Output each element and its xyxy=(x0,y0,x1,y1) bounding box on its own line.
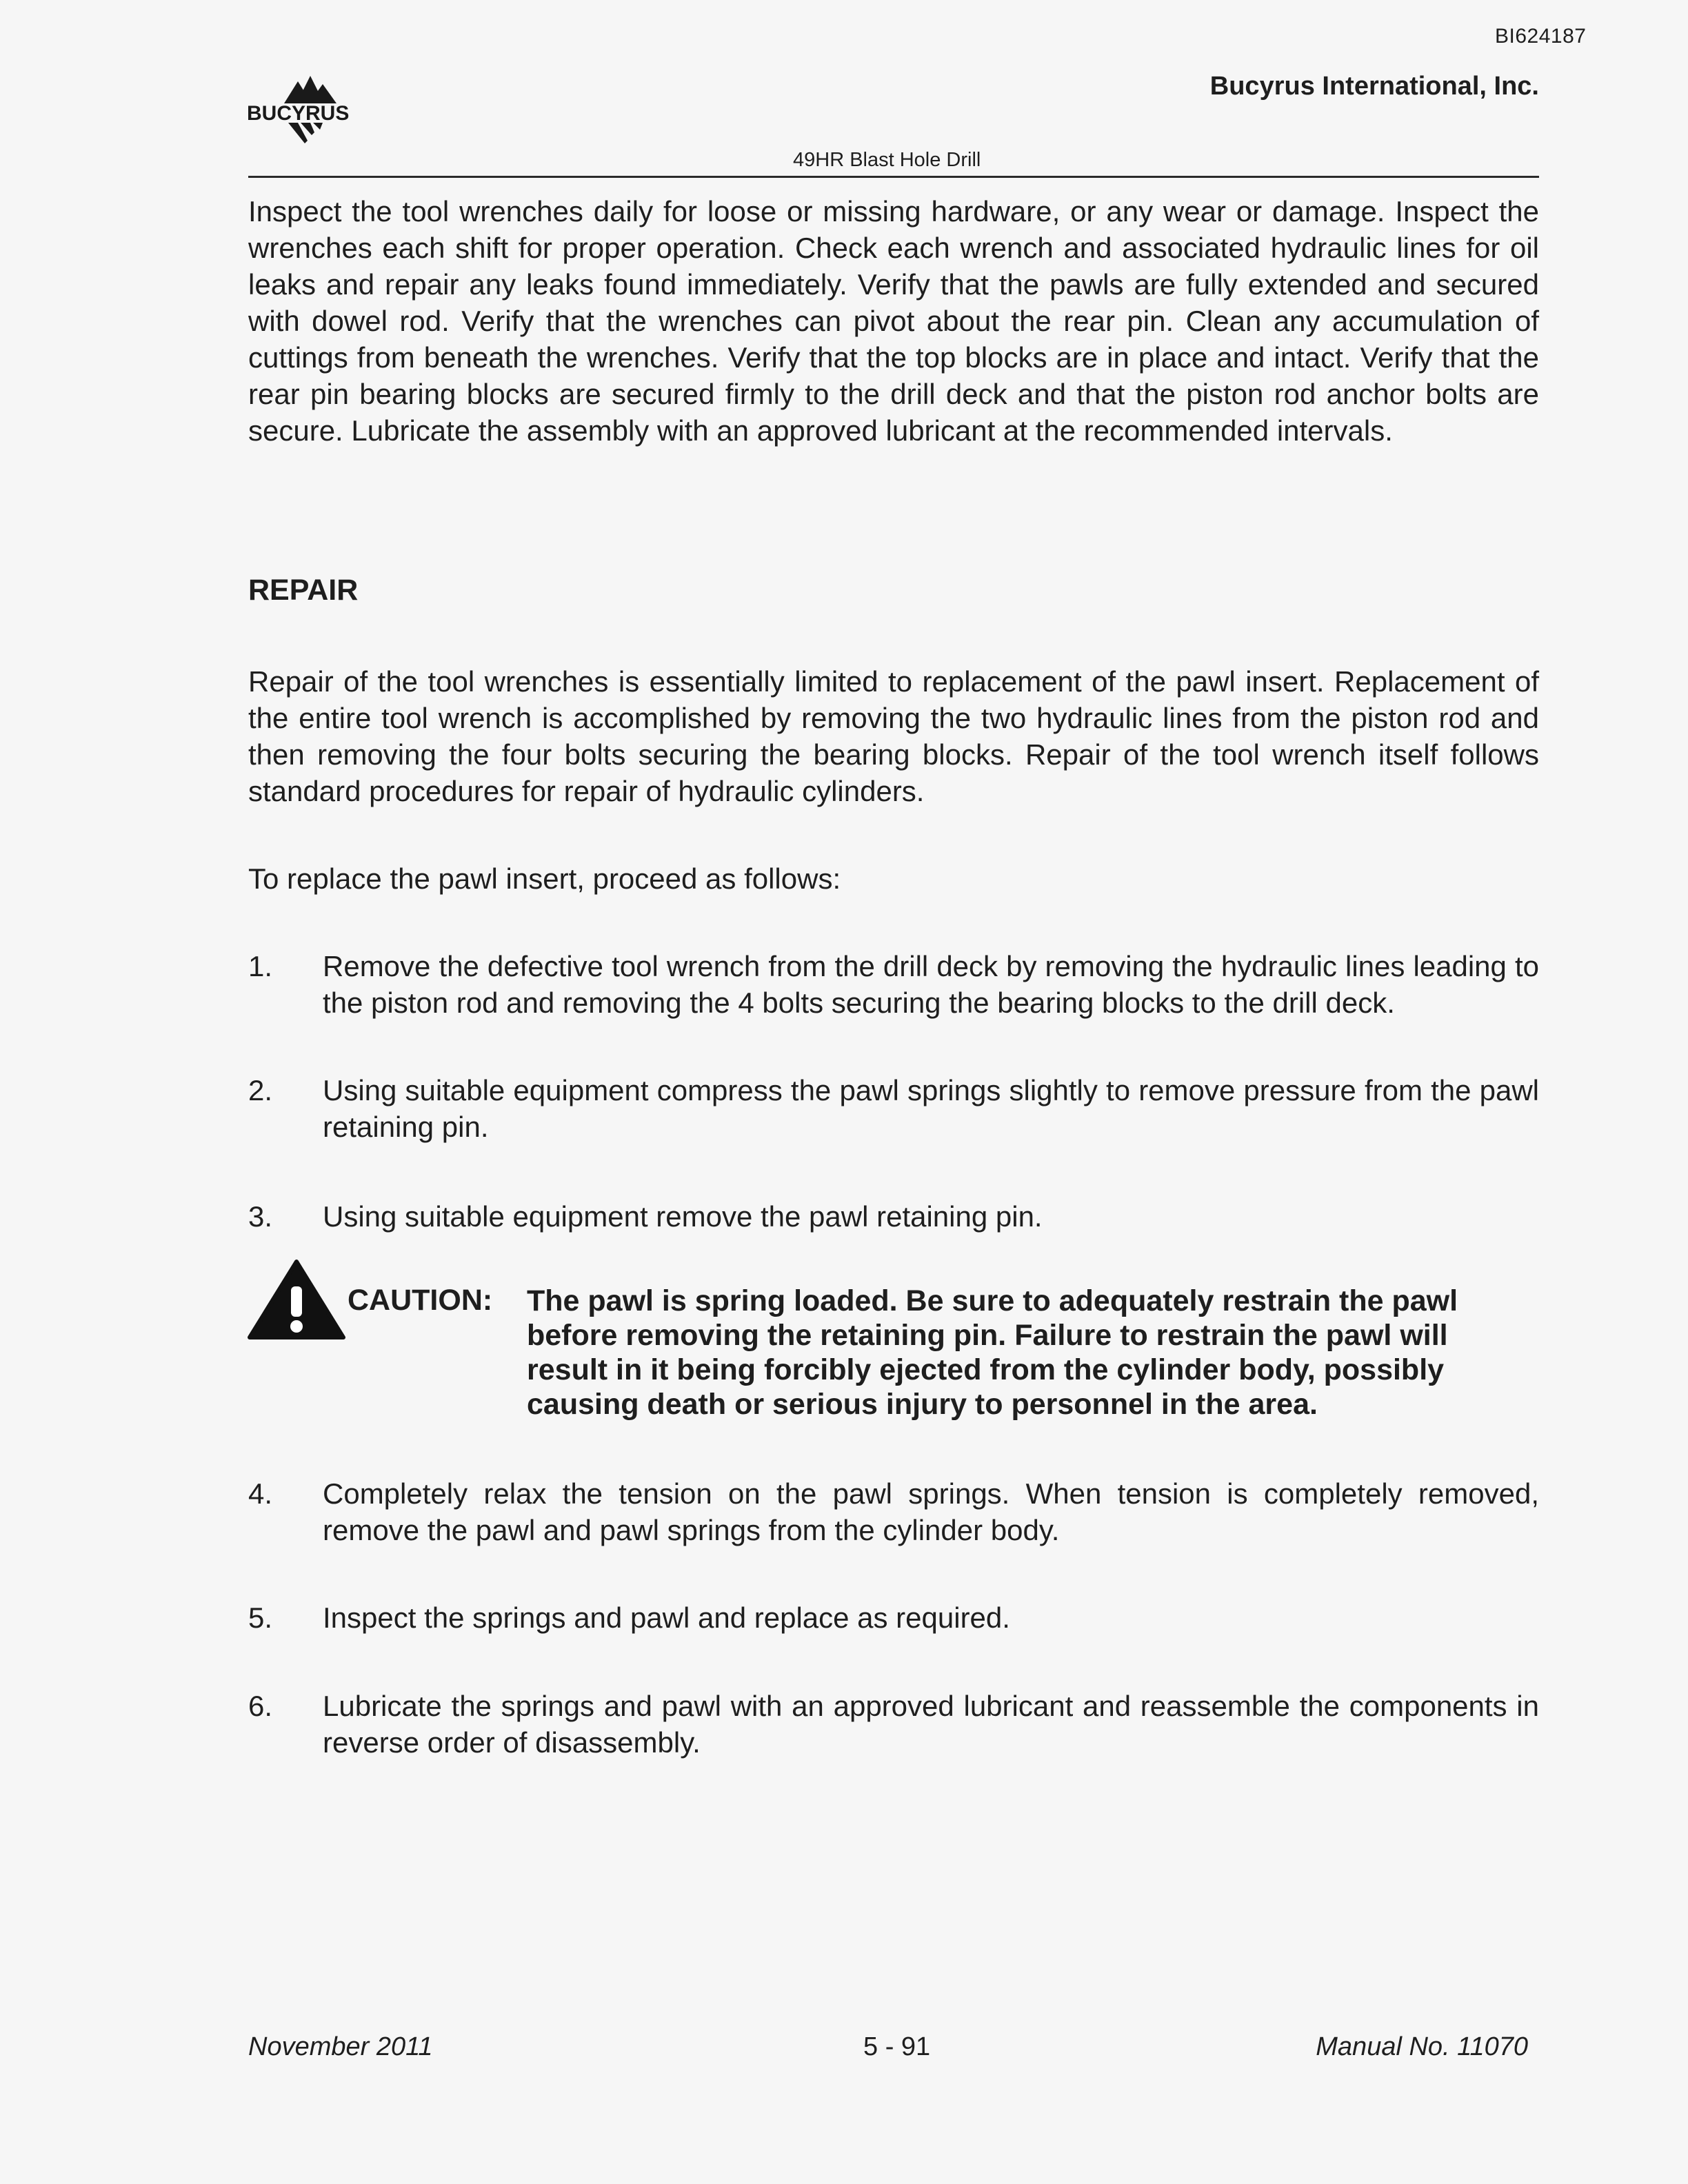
step-text: Completely relax the tension on the pawl springs. When tension is completely removed, remove the pawl and pawl springs from the cylinder body. xyxy=(323,1477,1539,1546)
step-number: 6. xyxy=(248,1690,273,1722)
warning-triangle-icon xyxy=(247,1259,346,1340)
repair-paragraph: Repair of the tool wrenches is essentially limited to replacement of the pawl insert. Replacement of the entire tool wrench is accomplished by removing the two hydraulic lines from the piston rod and then removing the four bolts securing the bearing blocks. Repair of the tool wrench itself follows standard procedures for repair of hydraulic cylinders. xyxy=(248,665,1539,807)
document-id: BI624187 xyxy=(1495,25,1587,48)
bucyrus-logo xyxy=(245,74,370,150)
repair-heading: REPAIR xyxy=(248,574,359,607)
header-divider xyxy=(248,176,1539,178)
step-text: Lubricate the springs and pawl with an approved lubricant and reassemble the components in reverse order of disassembly. xyxy=(323,1690,1539,1759)
step-text: Remove the defective tool wrench from the drill deck by removing the hydraulic lines leading to the piston rod and removing the 4 bolts securing the bearing blocks to the drill deck. xyxy=(323,950,1539,1019)
manual-number: Manual No. 11070 xyxy=(1316,2032,1528,2061)
list-item xyxy=(248,1599,1539,1636)
list-item xyxy=(248,1072,1539,1145)
step-number: 5. xyxy=(248,1601,273,1634)
page-number: 5 - 91 xyxy=(863,2032,931,2061)
company-name: Bucyrus International, Inc. xyxy=(1209,72,1539,101)
step-number: 3. xyxy=(248,1200,273,1233)
list-item xyxy=(248,1475,1539,1548)
logo-wordmark: BUCYRUS xyxy=(247,102,350,125)
step-number: 2. xyxy=(248,1074,273,1106)
caution-text: The pawl is spring loaded. Be sure to adequately restrain the pawl before removing the retaining pin. Failure to restrain the pawl will result in it being forcibly ejected from the cylinder body, possibly causing death or serious injury to personnel in the area. xyxy=(527,1284,1458,1421)
step-number: 4. xyxy=(248,1477,273,1510)
document-subtitle: 49HR Blast Hole Drill xyxy=(793,149,981,171)
step-text: Using suitable equipment compress the pawl springs slightly to remove pressure from the pawl retaining pin. xyxy=(323,1074,1539,1143)
intro-paragraph: Inspect the tool wrenches daily for loose or missing hardware, or any wear or damage. Inspect the wrenches each shift for proper operation. Check each wrench and associated hydraulic lines for oil leaks and repair any leaks found immediately. Verify that the pawls are fully extended and secured with dowel rod. Verify that the wrenches can pivot about the rear pin. Clean any accumulation of cuttings from beneath the wrenches. Verify that the top blocks are in place and intact. Verify that the rear pin bearing blocks are secured firmly to the drill deck and that the piston rod anchor bolts are secure. Lubricate the assembly with an approved lubricant at the recommended intervals. xyxy=(248,195,1539,447)
list-item xyxy=(248,948,1539,1021)
list-item xyxy=(248,1198,1539,1235)
procedure-lead-in: To replace the pawl insert, proceed as follows: xyxy=(248,862,841,895)
step-text: Inspect the springs and pawl and replace as required. xyxy=(323,1601,1010,1634)
step-text: Using suitable equipment remove the pawl retaining pin. xyxy=(323,1200,1043,1233)
footer-date: November 2011 xyxy=(248,2032,433,2061)
list-item xyxy=(248,1688,1539,1761)
caution-label: CAUTION: xyxy=(348,1284,493,1317)
step-number: 1. xyxy=(248,950,273,982)
